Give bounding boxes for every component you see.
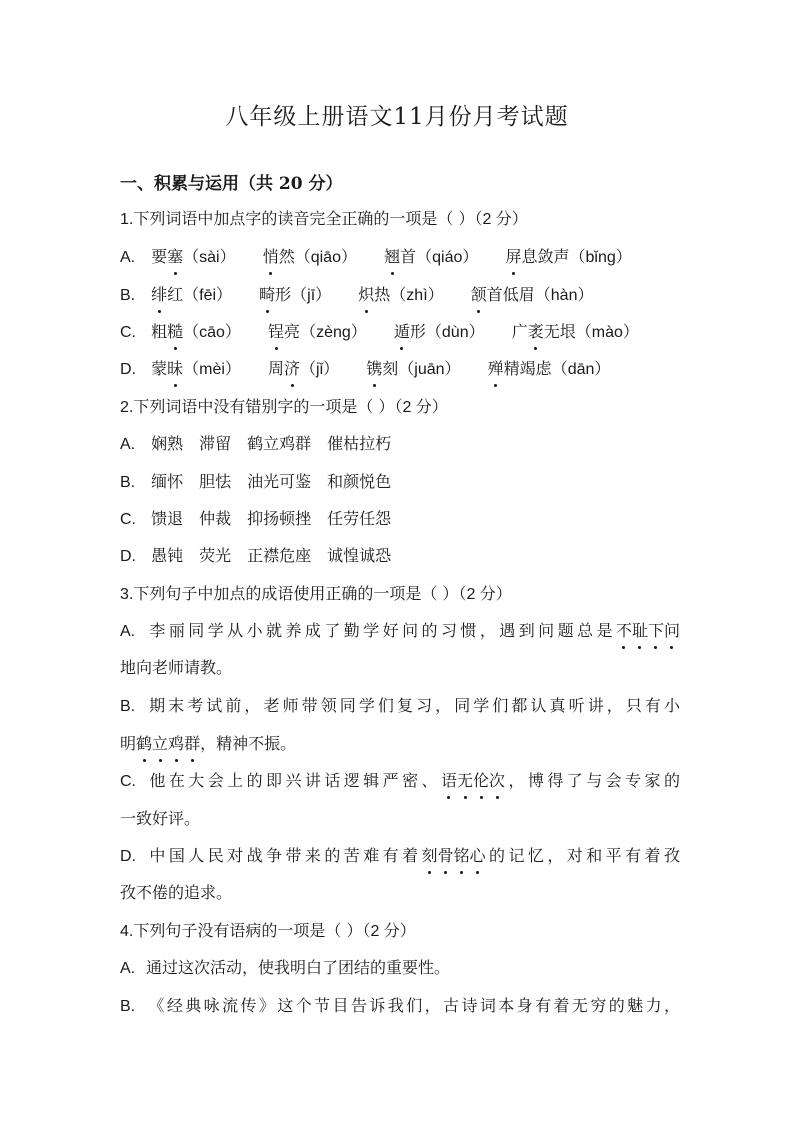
- pinyin-item: 镌刻（juān）: [366, 355, 460, 384]
- question-2-stem: [120, 393, 680, 422]
- option-label: B.: [120, 287, 136, 304]
- option-label: C.: [120, 324, 136, 341]
- question-4-stem: [120, 917, 680, 946]
- word: 鹤立鸡群: [247, 434, 312, 453]
- dotted-char: 遁: [394, 318, 410, 346]
- word: 胆怯: [199, 472, 232, 491]
- q3-option-b-line1: B. 期末考试前，老师带领同学们复习，同学们都认真听讲，只有小: [120, 692, 680, 721]
- word: 油光可鉴: [247, 472, 312, 491]
- question-score: （2 分）: [362, 923, 416, 940]
- pinyin-item: 悄然（qiāo）: [263, 243, 357, 272]
- page-title: 八年级上册语文11月份月考试题: [225, 104, 569, 130]
- option-label: B.: [120, 698, 136, 715]
- q2-option-a: [120, 430, 680, 459]
- dotted-idiom-char: 不: [616, 617, 632, 645]
- pinyin-item: 殚精竭虑（dān）: [488, 355, 611, 384]
- question-1-stem: [120, 205, 680, 234]
- word: 缅怀: [151, 472, 184, 491]
- word: 催枯拉朽: [327, 434, 392, 453]
- q3-option-d-line1: D. 中国人民对战争带来的苦难有着刻骨铭心的记忆，对和平有着孜: [120, 842, 680, 871]
- dotted-char: 颔: [471, 281, 487, 309]
- pinyin-item: 畸形（jī）: [259, 281, 331, 310]
- word: 抑扬顿挫: [247, 509, 312, 528]
- pinyin-item: 粗糙（cāo）: [151, 318, 241, 347]
- pinyin-item: 要塞（sài）: [151, 243, 236, 272]
- option-text: 《经典咏流传》这个节目告诉我们，古诗词本身有着无穷的魅力，: [146, 996, 680, 1015]
- q1-option-b: [120, 281, 680, 310]
- dotted-char: 塞: [167, 243, 183, 271]
- question-score: （2 分）: [474, 211, 528, 228]
- word: 正襟危座: [247, 546, 312, 565]
- dotted-char: 翘: [384, 243, 400, 271]
- option-label: A.: [120, 623, 136, 640]
- option-label: C.: [120, 511, 136, 528]
- option-label: A.: [120, 436, 136, 453]
- section-heading: 一、积累与运用（共 20 分）: [120, 174, 343, 194]
- option-label: B.: [120, 474, 136, 491]
- pinyin-item: 周济（jǐ）: [268, 355, 339, 384]
- pinyin-item: 炽热（zhì）: [358, 281, 443, 310]
- word: 愚钝: [151, 546, 184, 565]
- question-3-stem: [120, 580, 680, 609]
- option-label: D.: [120, 848, 136, 865]
- dotted-char: 炽: [358, 281, 374, 309]
- pinyin-item: 遁形（dùn）: [394, 318, 485, 347]
- q1-option-c: [120, 318, 680, 347]
- option-label: A.: [120, 960, 136, 977]
- dotted-char: 畸: [259, 281, 275, 309]
- q3-option-a-line2: 地向老师请教。: [120, 658, 233, 677]
- question-number: 3.: [120, 586, 134, 603]
- question-number: 4.: [120, 923, 134, 940]
- question-text: 下列词语中加点字的读音完全正确的一项是（ ）: [133, 209, 475, 228]
- dotted-char: 殚: [488, 355, 504, 383]
- question-number: 1.: [120, 211, 134, 228]
- option-label: D.: [120, 361, 136, 378]
- q2-option-c: [120, 505, 680, 534]
- pinyin-item: 颔首低眉（hàn）: [471, 281, 594, 310]
- dotted-char: 悄: [263, 243, 279, 271]
- pinyin-item: 绯红（fēi）: [151, 281, 232, 310]
- q3-option-c-line2: 一致好评。: [120, 809, 201, 828]
- question-text: 下列句子没有语病的一项是（ ）: [133, 921, 363, 940]
- word: 馈退: [151, 509, 184, 528]
- pinyin-item: 锃亮（zèng）: [268, 318, 367, 347]
- option-label: B.: [120, 998, 136, 1015]
- dotted-char: 袤: [528, 318, 544, 346]
- word: 诚惶诚恐: [327, 546, 392, 565]
- word: 任劳任怨: [327, 509, 392, 528]
- dotted-char: 锃: [268, 318, 284, 346]
- question-text: 下列句子中加点的成语使用正确的一项是（ ）: [133, 584, 459, 603]
- q2-option-d: [120, 542, 680, 571]
- q3-option-d-line2: 孜不倦的追求。: [120, 883, 233, 902]
- dotted-char: 昧: [167, 355, 183, 383]
- q3-option-b-line2: 明鹤立鸡群，精神不振。: [120, 730, 680, 758]
- word: 仲裁: [199, 509, 232, 528]
- q4-option-a: [120, 954, 680, 983]
- dotted-char: 糙: [167, 318, 183, 346]
- q2-option-b: [120, 468, 680, 497]
- pinyin-item: 广袤无垠（mào）: [512, 318, 639, 347]
- pinyin-item: 屏息敛声（bǐng）: [505, 243, 631, 272]
- pinyin-item: 翘首（qiáo）: [384, 243, 478, 272]
- q3-option-a-line1: A. 李丽同学从小就养成了勤学好问的习惯，遇到问题总是不耻下问: [120, 617, 680, 646]
- word: 娴熟: [151, 434, 184, 453]
- word: 和颜悦色: [327, 472, 392, 491]
- dotted-char: 镌: [366, 355, 382, 383]
- dotted-char: 济: [284, 355, 300, 383]
- question-score: （2 分）: [458, 586, 512, 603]
- question-text: 下列词语中没有错别字的一项是（ ）: [133, 397, 395, 416]
- option-label: D.: [120, 548, 136, 565]
- q1-option-d: [120, 355, 680, 384]
- word: 荧光: [199, 546, 232, 565]
- pinyin-item: 蒙昧（mèi）: [151, 355, 241, 384]
- q1-option-a: [120, 243, 680, 272]
- dotted-char: 绯: [151, 281, 167, 309]
- option-label: A.: [120, 249, 136, 266]
- option-text: 通过这次活动，使我明白了团结的重要性。: [146, 958, 451, 977]
- option-label: C.: [120, 773, 136, 790]
- q4-option-b: [120, 992, 680, 1021]
- question-number: 2.: [120, 399, 134, 416]
- dotted-char: 屏: [505, 243, 521, 271]
- word: 滞留: [199, 434, 232, 453]
- question-score: （2 分）: [394, 399, 448, 416]
- q3-option-c-line1: C. 他在大会上的即兴讲话逻辑严密、语无伦次，博得了与会专家的: [120, 767, 680, 796]
